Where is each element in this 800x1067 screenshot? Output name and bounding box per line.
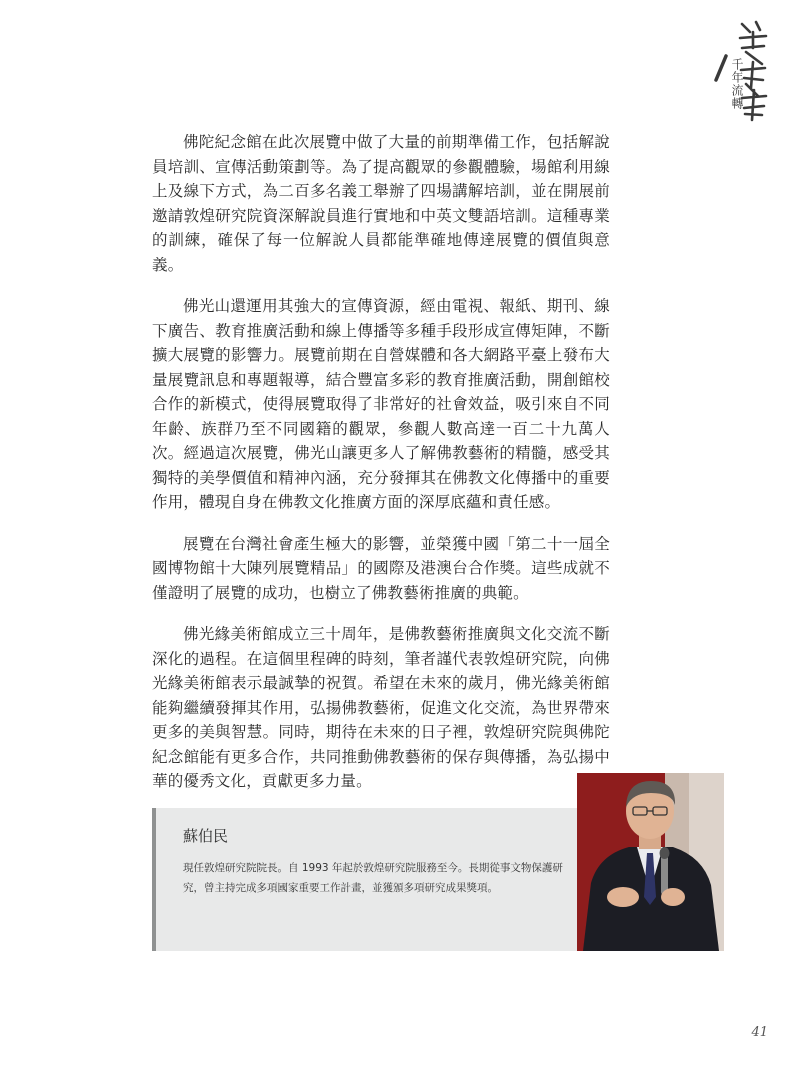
author-portrait (577, 773, 724, 951)
portrait-illustration (577, 773, 724, 951)
masthead (710, 18, 770, 133)
paragraph: 佛光緣美術館成立三十周年，是佛教藝術推廣與文化交流不斷深化的過程。在這個里程碑的時刻，筆者謹代表敦煌研究院，向佛光緣美術館表示最誠摯的祝賀。希望在未來的歲月，佛光緣美術館能夠繼續發揮其作用，弘揚佛教藝術，促進文化交流，為世界帶來更多的美與智慧。同時，期待在未來的日子裡，敦煌研究院與佛陀紀念館能有更多合作，共同推動佛教藝術的保存與傳播，為弘揚中華的優秀文化，貢獻更多力量。 (152, 625, 610, 790)
series-title: 千年流轉 (730, 58, 744, 110)
article-body (152, 130, 610, 811)
paragraph: 展覽在台灣社會產生極大的影響，並榮獲中國「第二十一屆全國博物館十大陳列展覽精品」的國際及港澳台合作獎。這些成就不僅證明了展覽的成功，也樹立了佛教藝術推廣的典範。 (152, 534, 610, 602)
author-name: 蘇伯民 (183, 827, 229, 845)
author-info-box (152, 808, 577, 951)
paragraph: 佛陀紀念館在此次展覽中做了大量的前期準備工作，包括解說員培訓、宣傳活動策劃等。為了提高觀眾的參觀體驗，場館利用線上及線下方式，為二百多名義工舉辦了四場講解培訓，並在開展前邀請敦煌研究院資深解說員進行實地和中英文雙語培訓。這種專業的訓練，確保了每一位解說人員都能準確地傳達展覽的價值與意義。 (152, 133, 610, 274)
paragraph: 佛光山還運用其強大的宣傳資源，經由電視、報紙、期刊、線下廣告、教育推廣活動和線上傳播等多種手段形成宣傳矩陣，不斷擴大展覽的影響力。展覽前期在自營媒體和各大網路平臺上發布大量展覽訊息和專題報導，結合豐富多彩的教育推廣活動，開創館校合作的新模式，使得展覽取得了非常好的社會效益，吸引來自不同年齡、族群乃至不同國籍的觀眾，參觀人數高達一百二十九萬人次。經過這次展覽，佛光山讓更多人了解佛教藝術的精髓，感受其獨特的美學價值和精神內涵，充分發揮其在佛教文化傳播中的重要作用，體現自身在佛教文化推廣方面的深厚底蘊和責任感。 (152, 297, 610, 511)
author-bio: 現任敦煌研究院院長。自 1993 年起於敦煌研究院服務至今。長期從事文物保護研究，曾主持完成多項國家重要工作計畫，並獲頒多項研究成果獎項。 (183, 862, 563, 894)
slash-mark-icon (712, 54, 732, 82)
page-number: 41 (751, 1025, 768, 1040)
